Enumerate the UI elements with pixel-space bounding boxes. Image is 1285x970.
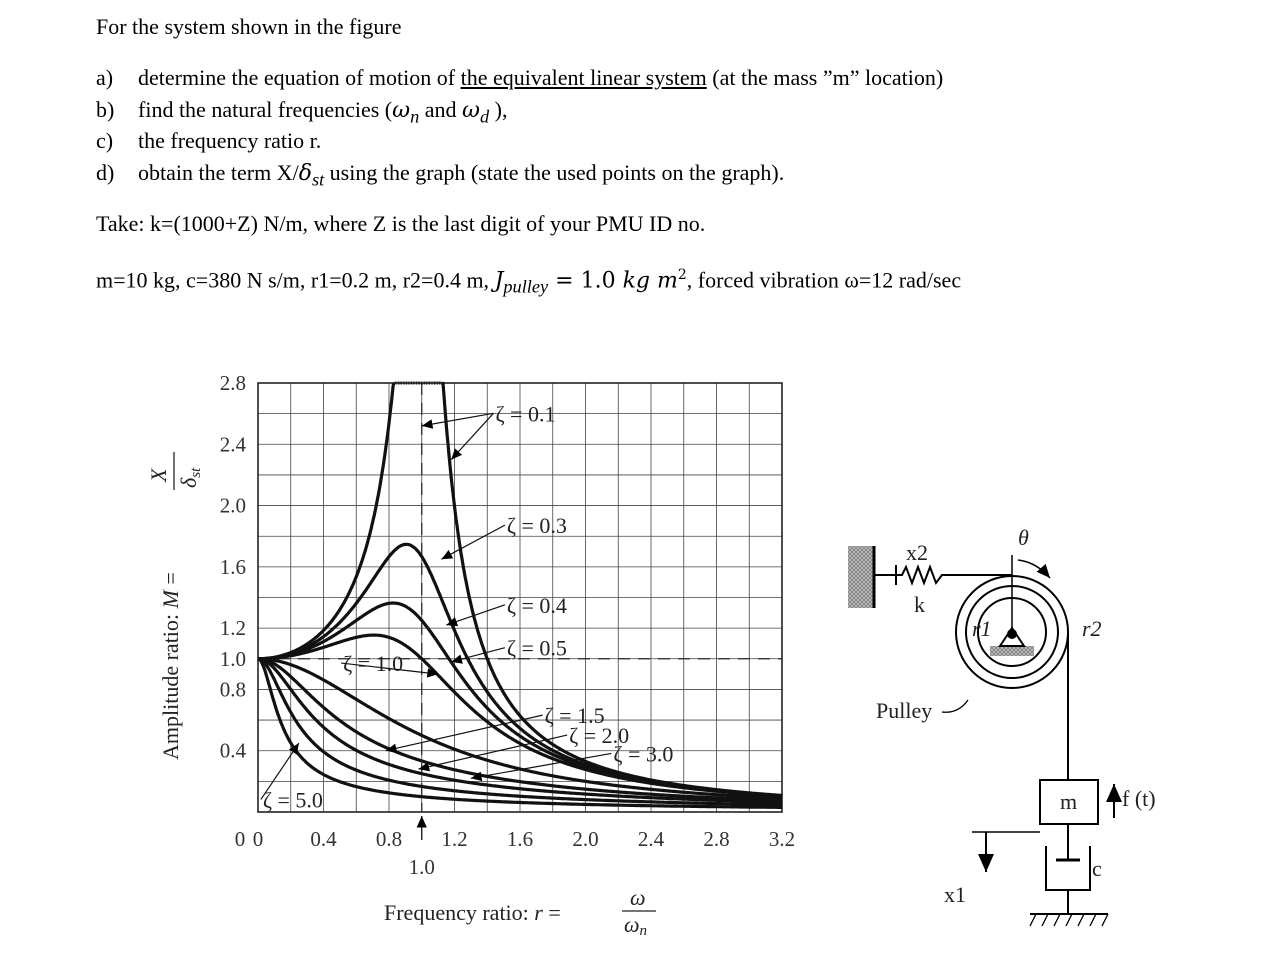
item-text-end: ), (489, 97, 508, 122)
x-axis-label-text: Frequency ratio: (384, 900, 535, 925)
y-tick-label: 1.6 (219, 554, 246, 579)
x-axis-label-eq: = (542, 900, 561, 925)
damper-label: c (1092, 856, 1102, 881)
x-tick-label-extra: 1.0 (408, 855, 435, 879)
x-tick-label: 2.0 (572, 827, 599, 851)
y-axis-label-m: M (158, 590, 183, 609)
omega-n-symbol: ω (392, 98, 411, 123)
y-tick-label: 1.2 (219, 616, 246, 641)
omega-n-subscript: n (410, 106, 420, 127)
y-axis-label-eq: = (158, 572, 183, 591)
omega-d-symbol: ω (462, 98, 480, 123)
j-pulley-eq: = 1.0 (548, 268, 623, 294)
pulley-leader-line (942, 700, 968, 712)
damping-label-zeta-0-1: ζ = 0.1 (495, 401, 556, 427)
origin-tick-label: 0 (234, 827, 246, 851)
x2-label: x2 (906, 540, 928, 565)
j-pulley-unit: kg m (622, 268, 678, 294)
delta-subscript: st (311, 169, 325, 190)
omega-d-subscript: d (479, 106, 490, 127)
y-axis-label-numerator: X (146, 468, 171, 482)
y-tick-label: 2.8 (219, 371, 246, 395)
item-letter: c) (96, 128, 114, 153)
x-tick-label: 2.4 (637, 827, 665, 851)
pivot-base (990, 646, 1034, 656)
item-text-mid: and (419, 97, 462, 122)
theta-label: θ (1018, 525, 1029, 550)
item-letter: b) (96, 97, 115, 122)
item-text: obtain the term X/ (138, 160, 299, 185)
damping-label-zeta-1-5: ζ = 1.5 (544, 703, 605, 729)
x-axis-label-denominator: ω (624, 912, 640, 937)
damping-label-zeta-0-5: ζ = 0.5 (506, 635, 567, 661)
x-tick-label: 3.2 (768, 827, 796, 851)
x-axis-label-numerator: ω (630, 885, 646, 910)
x1-label: x1 (944, 882, 966, 907)
j-pulley-subscript: pulley (503, 276, 549, 297)
x-tick-label: 0.4 (310, 827, 337, 851)
x-tick-label: 2.8 (703, 827, 730, 851)
y-tick-label: 2.4 (219, 432, 246, 457)
item-text-end: (at the mass ”m” location) (706, 65, 944, 90)
x-tick-label: 1.6 (506, 827, 534, 851)
y-tick-label: 0.8 (219, 677, 246, 702)
r2-label: r2 (1082, 616, 1102, 641)
delta-symbol: δ (298, 161, 312, 186)
y-axis-label-denominator-sub: st (188, 467, 204, 478)
damping-label-zeta-0-3: ζ = 0.3 (506, 513, 567, 539)
y-tick-label: 2.0 (219, 493, 246, 518)
take-line: Take: k=(1000+Z) N/m, where Z is the last digit of your PMU ID no. (96, 211, 706, 236)
params-text-end: , forced vibration ω=12 rad/sec (686, 267, 962, 293)
damping-label-zeta-3: ζ = 3.0 (613, 741, 674, 767)
y-axis-label-text: Amplitude ratio: (158, 608, 183, 760)
damping-label-zeta-5: ζ = 5.0 (262, 787, 323, 813)
item-text-end: using the graph (state the used points on the graph). (324, 160, 785, 185)
damping-label-zeta-0-4: ζ = 0.4 (506, 592, 567, 618)
problem-intro: For the system shown in the figure (96, 14, 402, 39)
x-axis-label-r: r (534, 900, 543, 925)
k-label: k (914, 592, 925, 617)
x-tick-label: 0.8 (375, 827, 403, 851)
item-text: find the natural frequencies ( (138, 97, 393, 122)
item-letter: d) (96, 160, 115, 185)
r1-label: r1 (972, 616, 992, 641)
item-underlined-text: the equivalent linear system (460, 65, 707, 90)
fixed-wall (848, 546, 874, 608)
spring (896, 567, 956, 583)
j-pulley-exponent: 2 (677, 267, 687, 283)
damping-label-zeta-2: ζ = 2.0 (569, 723, 630, 749)
damping-label-zeta-1: ζ = 1.0 (343, 651, 404, 677)
item-text: the frequency ratio r. (138, 128, 322, 153)
x-tick-label: 1.2 (441, 827, 468, 851)
force-label: f (t) (1122, 786, 1156, 811)
pulley-label: Pulley (876, 698, 933, 723)
x-tick-label: 0 (252, 827, 264, 851)
theta-arrow (1018, 560, 1050, 578)
j-pulley-symbol: J (494, 268, 504, 294)
y-tick-label: 0.4 (219, 738, 246, 763)
y-axis-label-denominator: δ (176, 477, 201, 488)
params-text: m=10 kg, c=380 N s/m, r1=0.2 m, r2=0.4 m, (96, 267, 495, 293)
item-text: determine the equation of motion of (138, 65, 461, 90)
x-axis-label-denominator-sub: n (639, 923, 648, 939)
mass-label: m (1060, 789, 1078, 814)
y-tick-label: 1.0 (219, 646, 246, 671)
ground-hatch (1030, 914, 1108, 926)
item-letter: a) (96, 65, 114, 90)
